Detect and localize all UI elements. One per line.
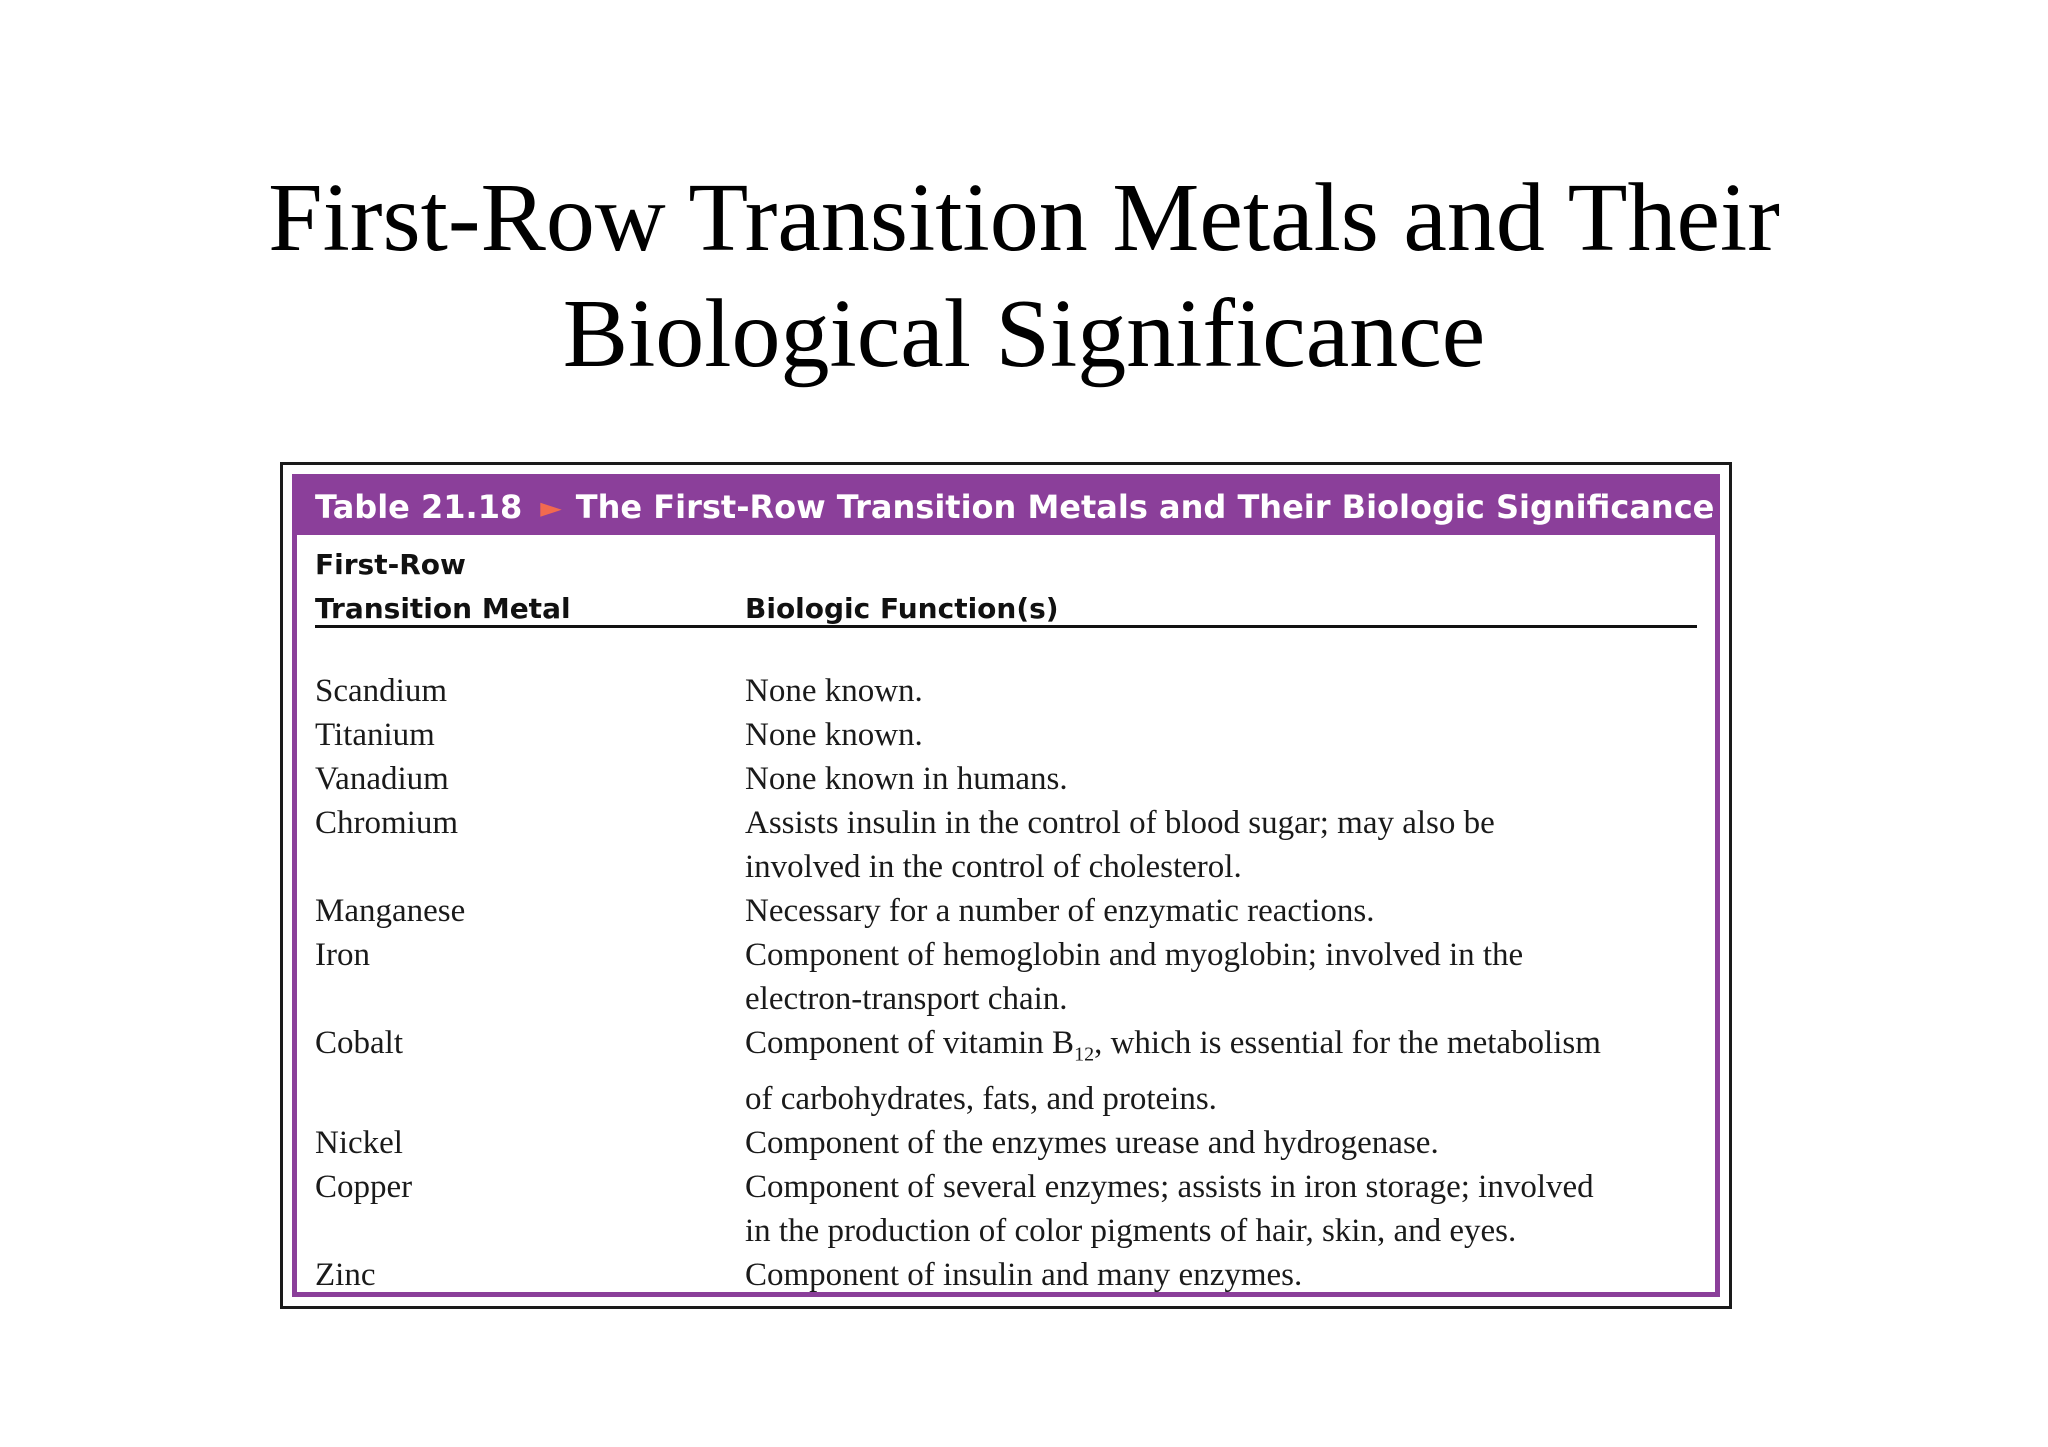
- table-row: [315, 801, 1697, 889]
- metal-cell: Nickel: [315, 1124, 403, 1161]
- table-row: [315, 933, 1697, 1021]
- function-text: Component of vitamin B: [745, 1025, 1075, 1061]
- metal-cell: Copper: [315, 1168, 413, 1205]
- table-row: [315, 1253, 1697, 1297]
- column-headers: [315, 548, 1697, 628]
- column-header-metal-line-1: First-Row: [315, 548, 466, 581]
- metal-cell: Titanium: [315, 717, 435, 753]
- function-cell: Component of insulin and many enzymes.: [745, 1256, 1303, 1293]
- function-cell: None known in humans.: [745, 761, 1068, 797]
- table-frame: [280, 462, 1732, 1309]
- table-number: Table 21.18: [315, 488, 523, 526]
- table-row: [315, 1021, 1697, 1121]
- column-header-metal-line-2: Transition Metal: [315, 592, 571, 625]
- table-row: [315, 1121, 1697, 1165]
- function-cell: Necessary for a number of enzymatic reactions.: [745, 893, 1375, 929]
- table-body: [315, 669, 1697, 1297]
- function-text: , which is essential for the metabolism of carbohydrates, fats, and proteins.: [745, 1025, 1601, 1117]
- metal-cell: Chromium: [315, 805, 459, 841]
- metal-cell: Scandium: [315, 673, 447, 709]
- table-box: [292, 474, 1720, 1297]
- table-row: [315, 1165, 1697, 1253]
- table-caption: The First-Row Transition Metals and Their Biologic Significance: [575, 488, 1715, 526]
- subscript: 12: [1074, 1043, 1095, 1066]
- table-row: [315, 713, 1697, 757]
- triangle-right-icon: ►: [540, 491, 562, 524]
- column-header-metal: [315, 543, 735, 631]
- metal-cell: Manganese: [315, 893, 466, 929]
- table-row: [315, 757, 1697, 801]
- metal-cell: Zinc: [315, 1256, 376, 1293]
- slide-title-line-1: First-Row Transition Metals and Their: [268, 164, 1780, 272]
- column-header-function: Biologic Function(s): [745, 592, 1059, 625]
- function-cell: Assists insulin in the control of blood sugar; may also be involved in the control of cholesterol.: [745, 805, 1495, 885]
- function-cell: [745, 1021, 1697, 1121]
- slide-title-line-2: Biological Significance: [562, 280, 1486, 388]
- table-row: [315, 669, 1697, 713]
- function-cell: Component of the enzymes urease and hydrogenase.: [745, 1124, 1439, 1161]
- function-cell: None known.: [745, 673, 923, 709]
- metal-cell: Iron: [315, 937, 370, 973]
- function-cell: None known.: [745, 717, 923, 753]
- metal-cell: Cobalt: [315, 1025, 403, 1061]
- function-cell: Component of several enzymes; assists in iron storage; involved in the production of color pigments of hair, skin, and eyes.: [745, 1168, 1594, 1249]
- metal-cell: Vanadium: [315, 761, 449, 797]
- table-caption-bar: [297, 479, 1715, 535]
- slide-title: [0, 160, 2048, 392]
- function-cell: Component of hemoglobin and myoglobin; involved in the electron-transport chain.: [745, 937, 1524, 1017]
- table-row: [315, 889, 1697, 933]
